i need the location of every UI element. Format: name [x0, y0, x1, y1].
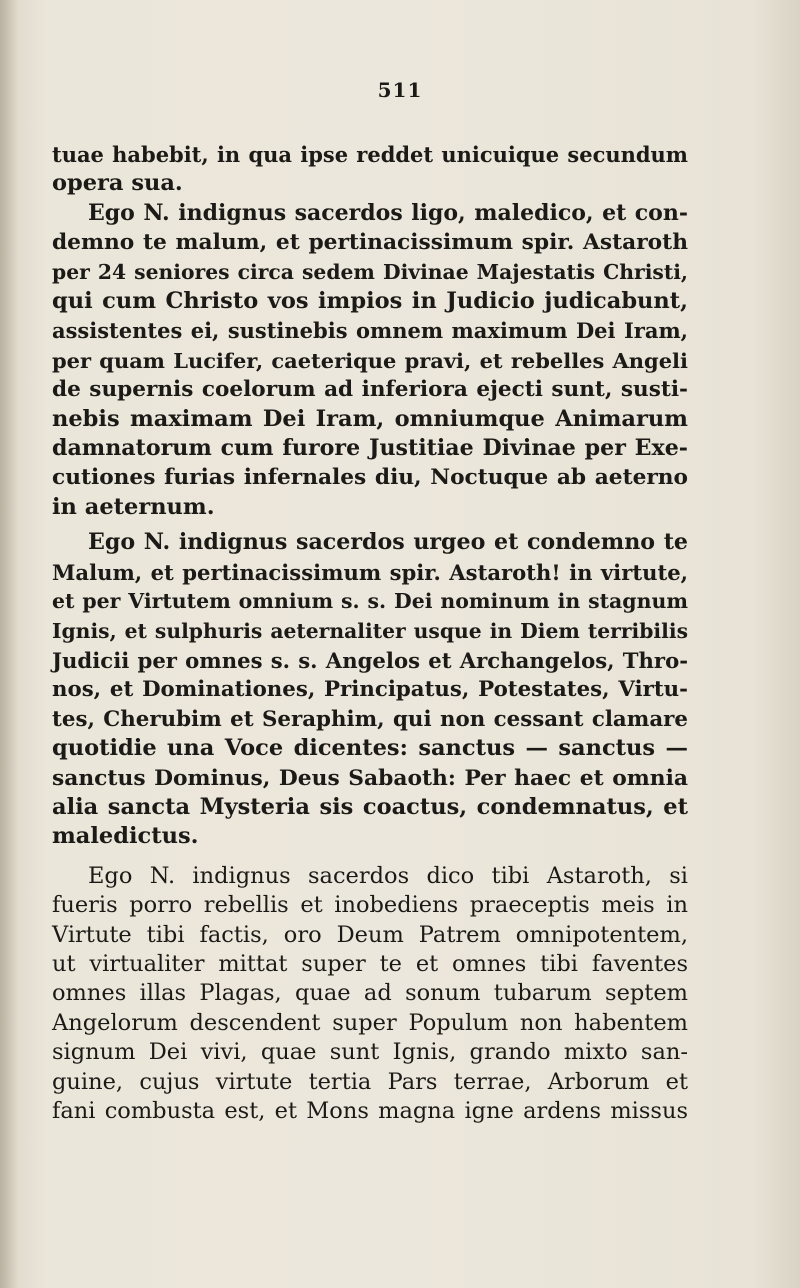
text-line: Angelorum descendent super Populum non habentem — [52, 1009, 688, 1036]
page-binding-shadow — [0, 0, 18, 1288]
text-line: per 24 seniores circa sedem Divinae Majestatis Christi, — [52, 259, 688, 284]
text-line: fani combusta est, et Mons magna igne ardens missus — [52, 1098, 688, 1124]
text-line: demno te malum, et pertinacissimum spir. Astaroth — [52, 230, 688, 256]
body-text — [52, 140, 688, 1126]
paragraph-2 — [52, 199, 688, 522]
text-line: maledictus. — [52, 823, 199, 850]
paragraph-3 — [52, 528, 688, 851]
text-line: per quam Lucifer, caeterique pravi, et rebelles Angeli — [52, 347, 688, 373]
text-line: Ignis, et sulphuris aeternaliter usque in Diem terribilis — [52, 618, 688, 643]
paragraph-4 — [52, 862, 688, 1127]
text-line: Ego N. indignus sacerdos dico tibi Astaroth, si — [88, 862, 688, 889]
text-line: ut virtualiter mittat super te et omnes tibi faventes — [52, 950, 688, 977]
text-line: qui cum Christo vos impios in Judicio judicabunt, — [52, 288, 688, 315]
text-line: assistentes ei, sustinebis omnem maximum Dei Iram, — [52, 318, 688, 344]
text-line: et per Virtutem omnium s. s. Dei nominum in stagnum — [52, 589, 688, 614]
text-line: fueris porro rebellis et inobediens praeceptis meis in — [52, 892, 688, 919]
text-line: quotidie una Voce dicentes: sanctus — sanctus — — [52, 735, 688, 762]
text-line: tes, Cherubim et Seraphim, qui non cessant clamare — [52, 706, 688, 732]
text-line: opera sua. — [52, 170, 183, 197]
text-line: damnatorum cum furore Justitiae Divinae per Exe- — [52, 435, 688, 462]
text-line: de supernis coelorum ad inferiora ejecti sunt, susti- — [52, 377, 688, 403]
text-line: nos, et Dominationes, Principatus, Potestates, Virtu- — [52, 677, 688, 703]
page-number: 511 — [377, 78, 423, 102]
text-line: omnes illas Plagas, quae ad sonum tubarum septem — [52, 980, 688, 1007]
paragraph-1 — [52, 140, 688, 199]
text-line: Virtute tibi factis, oro Deum Patrem omnipotentem, — [52, 921, 688, 948]
text-line: cutiones furias infernales diu, Noctuque ab aeterno — [52, 465, 688, 491]
text-line: Ego N. indignus sacerdos urgeo et condemno te — [88, 529, 688, 556]
text-line: alia sancta Mysteria sis coactus, condemnatus, et — [52, 793, 688, 820]
text-line: guine, cujus virtute tertia Pars terrae, Arborum et — [52, 1068, 688, 1095]
text-line: tuae habebit, in qua ipse reddet unicuique secundum — [52, 142, 688, 167]
text-line: Ego N. indignus sacerdos ligo, maledico, et con- — [88, 199, 688, 226]
text-line: signum Dei vivi, quae sunt Ignis, grando mixto san- — [52, 1039, 688, 1066]
text-line: Malum, et pertinacissimum spir. Astaroth! in virtute, — [52, 559, 688, 585]
text-line: Judicii per omnes s. s. Angelos et Archangelos, Thro- — [52, 647, 688, 673]
text-line: in aeternum. — [52, 493, 215, 520]
text-line: sanctus Dominus, Deus Sabaoth: Per haec et omnia — [52, 765, 688, 791]
text-line: nebis maximam Dei Iram, omniumque Animarum — [52, 405, 688, 432]
